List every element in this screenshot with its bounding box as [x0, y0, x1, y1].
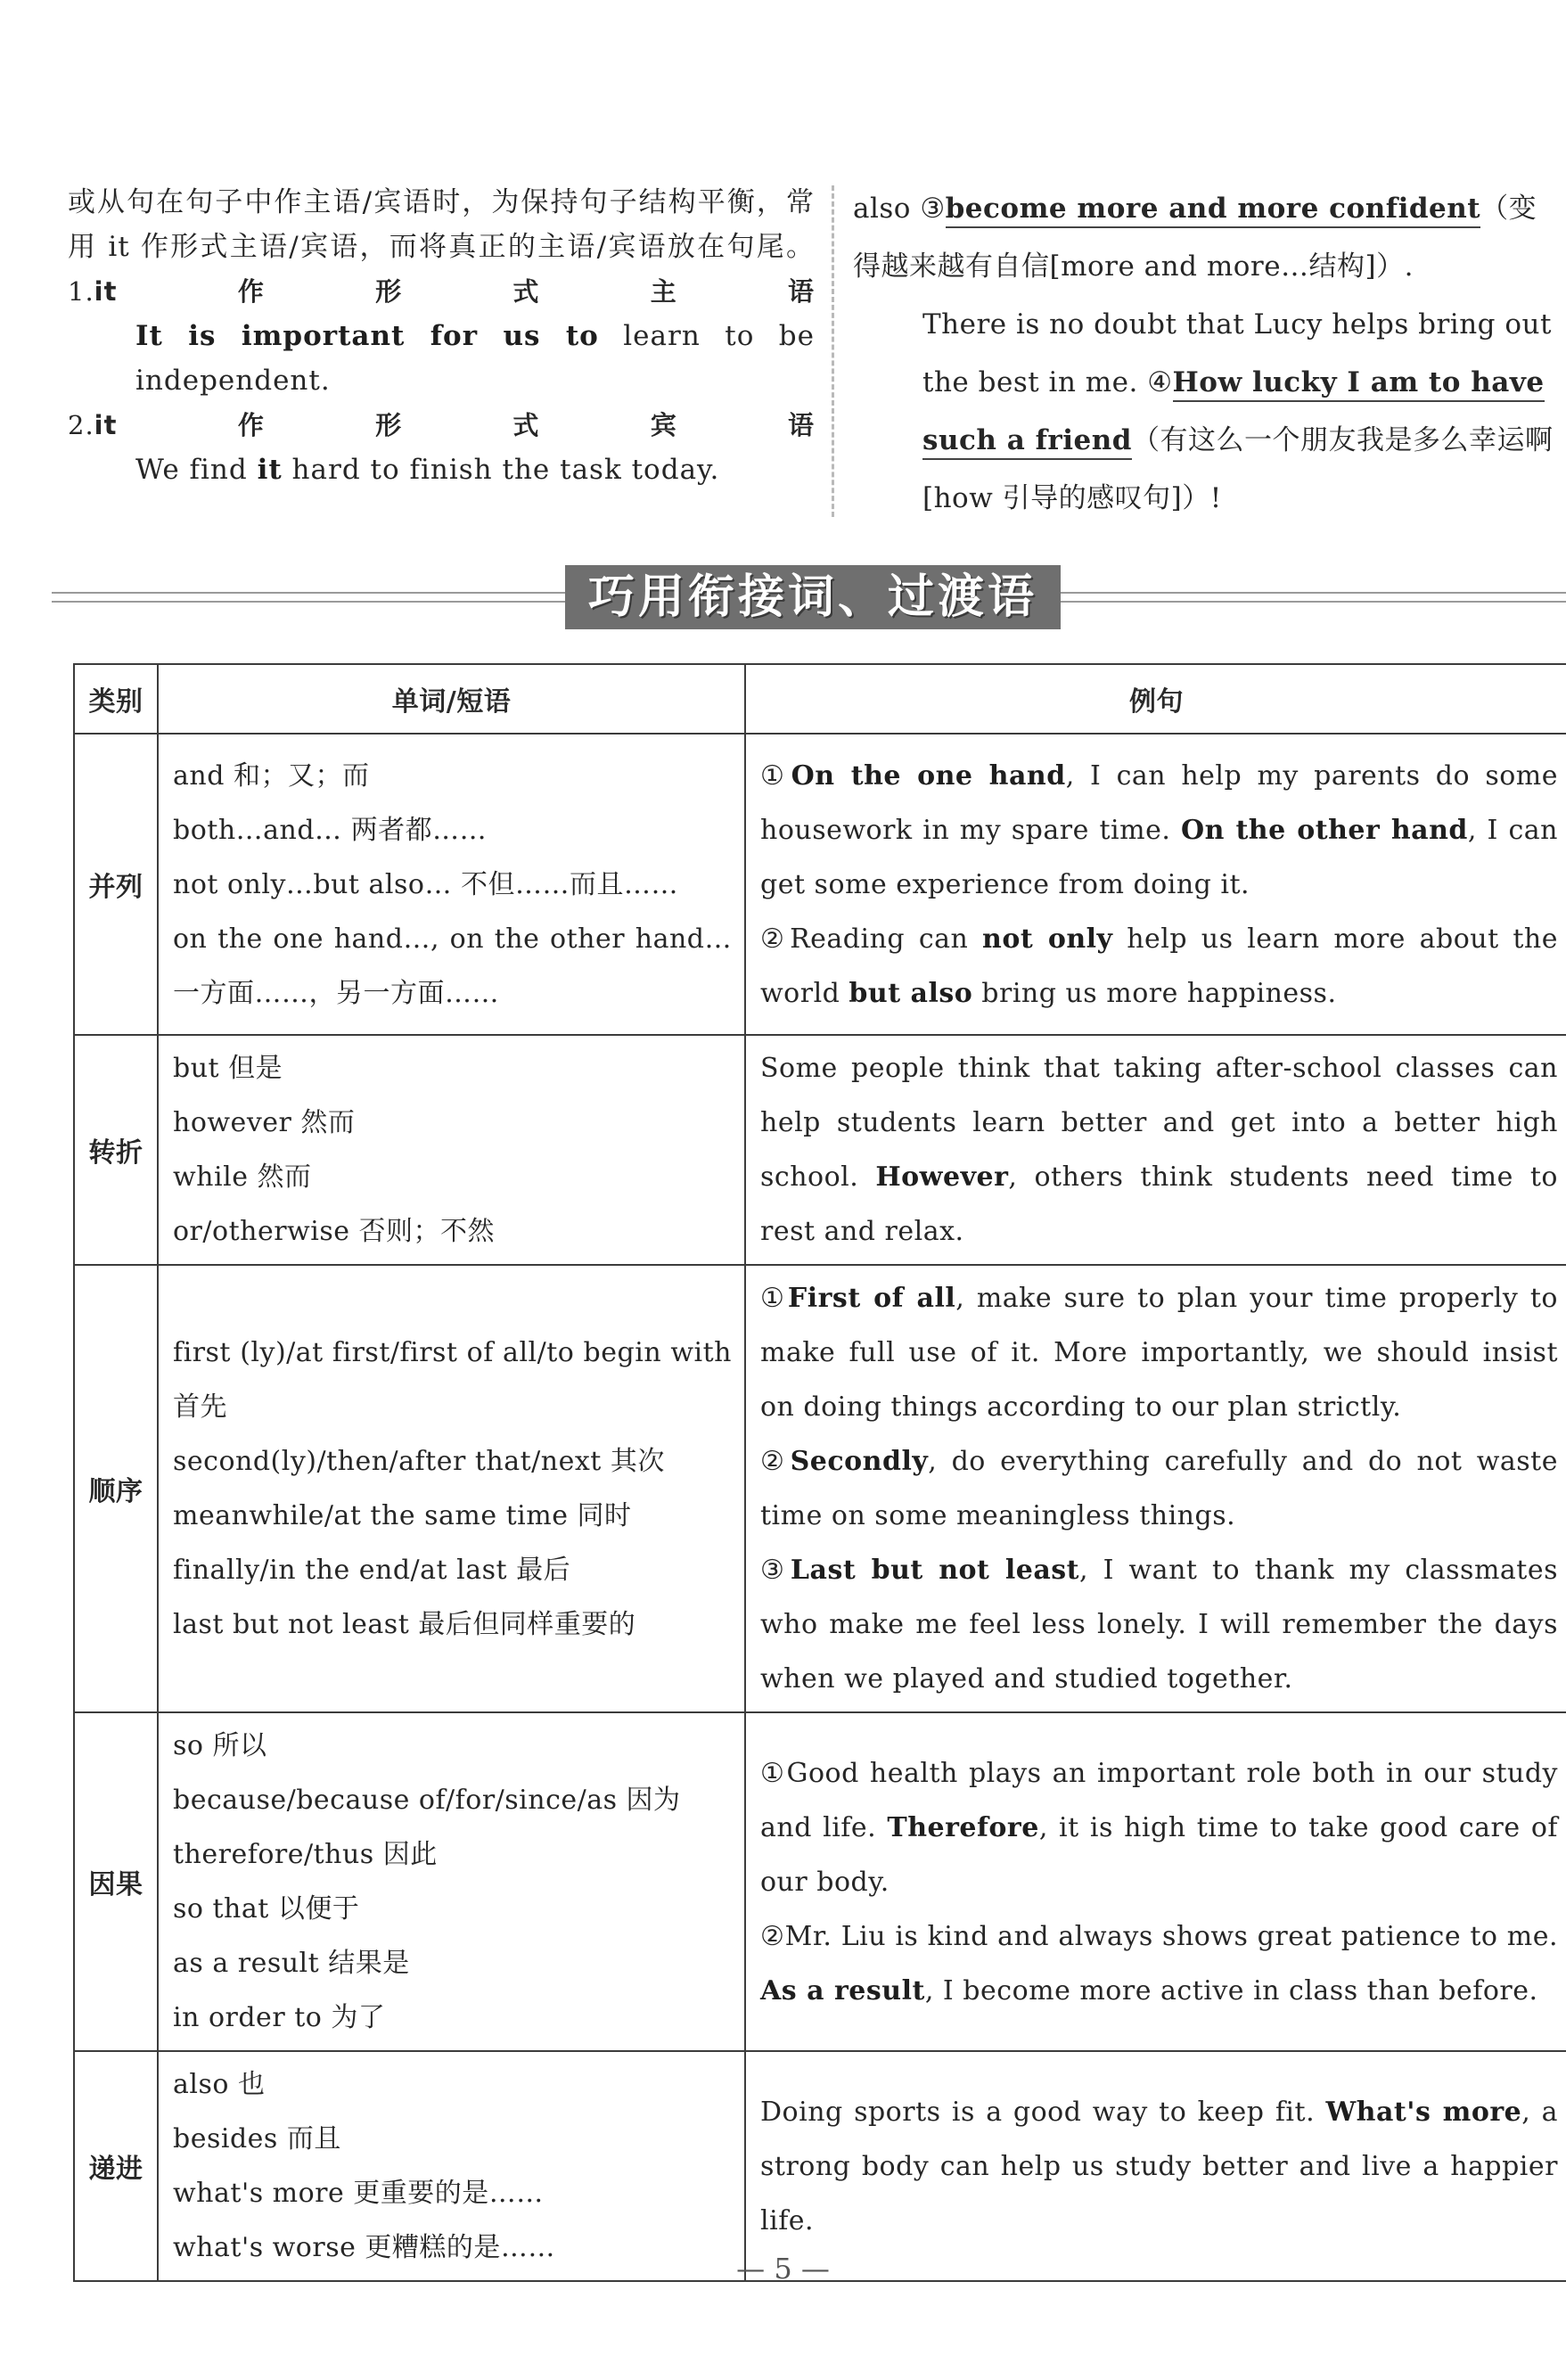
- item1-example-rest: learn to be independent.: [135, 320, 815, 397]
- example-sentence: [760, 1271, 1558, 1434]
- ex-bold: However: [875, 1161, 1009, 1193]
- ex-text: , others think students need time to rest and relax.: [760, 1161, 1558, 1247]
- ex-bold: Therefore: [887, 1811, 1039, 1843]
- category-cell: 递进: [74, 2051, 158, 2281]
- ex-text: Some people think that taking after-school classes can help students learn better and get into a better high school.: [760, 1053, 1558, 1193]
- ex-text: ①: [760, 1283, 788, 1314]
- example-cell: [745, 1265, 1566, 1712]
- item1-number: 1.: [68, 276, 94, 307]
- example-sentence: [760, 749, 1558, 912]
- page-number: — 5 —: [736, 2252, 830, 2286]
- words-cell: [158, 1265, 745, 1712]
- ex-text: bring us more happiness.: [972, 977, 1337, 1009]
- example-sentence: [760, 1909, 1558, 2018]
- example-cell: [745, 2051, 1566, 2281]
- ex-bold: not only: [982, 923, 1113, 955]
- table-row-sequence: [74, 1265, 1566, 1712]
- item1-heading: [68, 269, 815, 314]
- example-sentence: [760, 1041, 1558, 1259]
- header-words: 单词/短语: [158, 664, 745, 734]
- word-item: last but not least 最后但同样重要的: [173, 1609, 636, 1640]
- word-item: on the one hand…, on the other hand… 一方面……，另一方面……: [173, 923, 732, 1009]
- ex-text: ③: [760, 1555, 791, 1586]
- underlined-phrase-4: How lucky I am to have such a friend: [922, 366, 1545, 460]
- right-line1-post: （变得越来越有自信[more and more…结构]）.: [853, 193, 1537, 283]
- ex-text: help us learn more about the world: [760, 923, 1558, 1009]
- item2-title: it 作形式宾语: [94, 410, 815, 440]
- ex-text: , I can get some experience from doing it.: [760, 814, 1559, 900]
- word-item: finally/in the end/at last 最后: [173, 1555, 571, 1586]
- ex-text: ①Good health plays an important role both in our study and life.: [760, 1757, 1558, 1843]
- example-cell: [745, 1712, 1566, 2051]
- word-item: because/because of/for/since/as 因为: [173, 1785, 681, 1816]
- word-item: what's more 更重要的是……: [173, 2178, 544, 2209]
- header-examples: 例句: [745, 664, 1566, 734]
- word-item: also 也: [173, 2069, 266, 2100]
- example-sentence: [760, 912, 1558, 1021]
- ex-bold: Last but not least: [790, 1555, 1080, 1586]
- example-sentence: [760, 2085, 1558, 2248]
- example-sentence: [760, 1746, 1558, 1909]
- table-row-progression: [74, 2051, 1566, 2281]
- word-item: second(ly)/then/after that/next 其次: [173, 1446, 665, 1477]
- word-item: while 然而: [173, 1161, 312, 1193]
- word-item: as a result 结果是: [173, 1948, 410, 1979]
- ex-text: ①: [760, 759, 791, 792]
- table-header-row: [74, 664, 1566, 734]
- ex-bold: On the other hand: [1180, 814, 1468, 846]
- item2-number: 2.: [68, 410, 94, 440]
- ex-text: ②Reading can: [760, 923, 983, 955]
- right-para2-pre: There is no doubt that Lucy helps bring out the best in me. ④: [922, 308, 1552, 398]
- category-cell: 并列: [74, 734, 158, 1035]
- ex-text: , I become more active in class than before.: [924, 1974, 1538, 2007]
- words-cell: [158, 734, 745, 1035]
- example-sentence: [760, 1434, 1558, 1543]
- example-sentence: [760, 1543, 1558, 1706]
- right-column: [853, 180, 1554, 528]
- item1-example: [68, 314, 815, 403]
- word-item: meanwhile/at the same time 同时: [173, 1500, 632, 1531]
- section-title: 巧用衔接词、过渡语: [565, 565, 1061, 629]
- word-item: and 和；又；而: [173, 759, 370, 792]
- words-cell: [158, 1035, 745, 1265]
- ex-bold: First of all: [787, 1283, 956, 1314]
- item2-example-bold: it: [257, 454, 283, 486]
- word-item: what's worse 更糟糕的是……: [173, 2232, 555, 2263]
- right-para2-post: （有这么一个朋友我是多么幸运啊[how 引导的感叹句]）!: [922, 424, 1554, 514]
- words-cell: [158, 1712, 745, 2051]
- word-item: but 但是: [173, 1053, 283, 1084]
- item2-example-rest: hard to finish the task today.: [282, 454, 720, 486]
- example-cell: [745, 734, 1566, 1035]
- left-column: [68, 180, 815, 492]
- table-row-contrast: [74, 1035, 1566, 1265]
- word-item: therefore/thus 因此: [173, 1839, 438, 1870]
- right-paragraph2: [853, 296, 1554, 528]
- word-item: in order to 为了: [173, 2002, 386, 2033]
- word-item: or/otherwise 否则；不然: [173, 1216, 496, 1247]
- category-cell: 顺序: [74, 1265, 158, 1712]
- ex-text: , a strong body can help us study better and live a happier life.: [760, 2096, 1558, 2236]
- item2-example-pre: We find: [135, 454, 258, 486]
- category-cell: 转折: [74, 1035, 158, 1265]
- intro-paragraph: 或从句在句子中作主语/宾语时，为保持句子结构平衡，常用 it 作形式主语/宾语，而将真正的主语/宾语放在句尾。: [68, 186, 815, 263]
- item2-example: [68, 447, 815, 492]
- ex-bold: What's more: [1325, 2096, 1522, 2128]
- underlined-phrase-3: become more and more confident: [946, 193, 1480, 228]
- ex-bold: As a result: [760, 1974, 925, 2007]
- ex-text: , make sure to plan your time properly to make full use of it. More importantly, we should insist on doing things according to our plan strictly.: [760, 1283, 1558, 1423]
- right-line1-pre: also ③: [853, 193, 946, 225]
- item1-title: it 作形式主语: [94, 276, 815, 307]
- ex-text: , I can help my parents do some housework in my spare time.: [760, 759, 1558, 846]
- right-line1: [853, 180, 1554, 296]
- header-category: 类别: [74, 664, 158, 734]
- words-cell: [158, 2051, 745, 2281]
- ex-text: Doing sports is a good way to keep fit.: [760, 2096, 1326, 2128]
- word-item: so 所以: [173, 1730, 267, 1761]
- word-item: however 然而: [173, 1107, 356, 1138]
- item2-heading: [68, 403, 815, 447]
- word-item: besides 而且: [173, 2123, 341, 2154]
- word-item: first (ly)/at first/first of all/to begin with 首先: [173, 1337, 732, 1423]
- ex-bold: On the one hand: [791, 759, 1066, 792]
- ex-text: , do everything carefully and do not waste time on some meaningless things.: [760, 1446, 1558, 1531]
- column-divider: [832, 185, 834, 517]
- word-item: not only…but also… 不但……而且……: [173, 868, 678, 900]
- ex-bold: but also: [849, 977, 973, 1009]
- word-item: both…and… 两者都……: [173, 814, 488, 846]
- table-row-cause-effect: [74, 1712, 1566, 2051]
- example-cell: [745, 1035, 1566, 1265]
- ex-text: ②Mr. Liu is kind and always shows great patience to me.: [760, 1920, 1558, 1952]
- ex-bold: Secondly: [790, 1446, 929, 1477]
- ex-text: , it is high time to take good care of our body.: [760, 1811, 1558, 1898]
- item1-example-bold: It is important for us to: [135, 320, 599, 352]
- table-row-coordination: [74, 734, 1566, 1035]
- transition-words-table: [73, 663, 1566, 2282]
- category-cell: 因果: [74, 1712, 158, 2051]
- ex-text: , I want to thank my classmates who make me feel less lonely. I will remember the days when we played and studied together.: [760, 1555, 1558, 1695]
- ex-text: ②: [760, 1446, 791, 1477]
- word-item: so that 以便于: [173, 1893, 360, 1925]
